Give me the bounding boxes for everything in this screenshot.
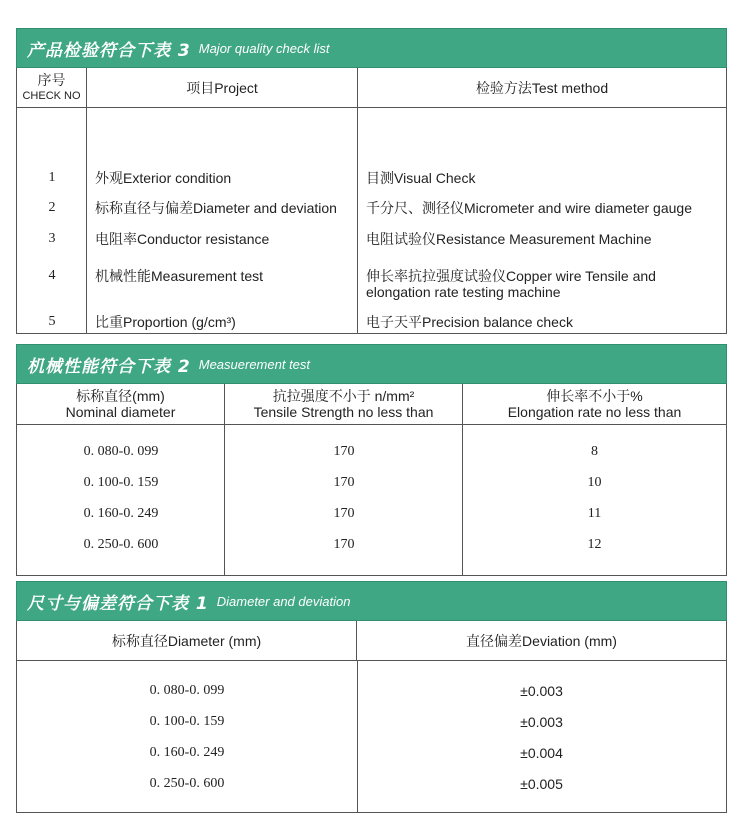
section-banner <box>16 344 727 384</box>
row-no: 3 <box>48 231 56 246</box>
cell-deviation: ±0.003 <box>520 683 563 699</box>
header-nominal-diameter-en: Nominal diameter <box>65 404 176 420</box>
cell-elongation: 12 <box>587 537 602 552</box>
row-project: 外观Exterior condition <box>95 170 232 186</box>
row-project: 比重Proportion (g/cm³) <box>95 314 236 330</box>
table-header-row <box>17 384 726 425</box>
header-elongation-rate-cn: 伸长率不小于% <box>546 388 643 404</box>
table-row <box>17 268 726 300</box>
row-project: 标称直径与偏差Diameter and deviation <box>95 200 337 216</box>
cell-deviation: ±0.004 <box>520 745 563 761</box>
cell-diameter: 0. 100-0. 159 <box>83 475 159 490</box>
table-header-row <box>17 68 726 108</box>
cell-diameter: 0. 160-0. 249 <box>149 745 225 760</box>
cell-elongation: 10 <box>587 475 602 490</box>
cell-tensile: 170 <box>333 475 355 490</box>
cell-diameter: 0. 080-0. 099 <box>83 444 159 459</box>
cell-deviation: ±0.003 <box>520 714 563 730</box>
table-row <box>17 683 726 699</box>
header-elongation-rate-en: Elongation rate no less than <box>507 404 682 420</box>
header-tensile-strength-en: Tensile Strength no less than <box>253 404 434 420</box>
cell-tensile: 170 <box>333 506 355 521</box>
table-row <box>17 200 726 216</box>
banner-title-en: Measuerement test <box>198 356 311 372</box>
row-method: 电子天平Precision balance check <box>366 314 573 330</box>
row-no: 4 <box>48 268 56 283</box>
banner-title-cn: 产品检验符合下表 3 <box>27 40 191 61</box>
measurement-test-table <box>16 384 727 576</box>
table-row <box>17 776 726 792</box>
table-row <box>17 745 726 761</box>
cell-tensile: 170 <box>333 537 355 552</box>
measurement-test-section <box>16 344 727 576</box>
row-no: 1 <box>48 170 56 185</box>
banner-title-en: Major quality check list <box>198 40 330 56</box>
banner-title-cn: 尺寸与偏差符合下表 1 <box>27 593 209 614</box>
header-nominal-diameter <box>17 384 225 424</box>
table-row <box>17 506 726 522</box>
cell-tensile: 170 <box>333 444 355 459</box>
cell-deviation: ±0.005 <box>520 776 563 792</box>
cell-elongation: 11 <box>587 506 602 521</box>
cell-diameter: 0. 250-0. 600 <box>149 776 225 791</box>
section-banner <box>16 581 727 621</box>
table-row <box>17 231 726 247</box>
section-banner <box>16 28 727 68</box>
quality-check-table <box>16 68 727 334</box>
quality-check-section <box>16 28 727 334</box>
row-project: 机械性能Measurement test <box>95 268 264 284</box>
banner-title-en: Diameter and deviation <box>216 593 351 609</box>
cell-diameter: 0. 080-0. 099 <box>149 683 225 698</box>
table-row <box>17 170 726 186</box>
row-method: 电阻试验仪Resistance Measurement Machine <box>366 231 652 247</box>
cell-diameter: 0. 100-0. 159 <box>149 714 225 729</box>
table-row <box>17 475 726 491</box>
cell-elongation: 8 <box>591 444 598 459</box>
header-method: 检验方法Test method <box>475 79 609 96</box>
table-row <box>17 537 726 553</box>
table-row <box>17 314 726 330</box>
header-check-no <box>17 68 87 107</box>
header-tensile-strength <box>225 384 463 424</box>
header-tensile-strength-cn: 抗拉强度不小于 n/mm² <box>272 388 415 404</box>
header-check-no-cn: 序号 <box>37 71 66 88</box>
header-diameter: 标称直径Diameter (mm) <box>17 621 357 660</box>
row-no: 2 <box>48 200 56 215</box>
diameter-deviation-table <box>16 621 727 813</box>
cell-diameter: 0. 160-0. 249 <box>83 506 159 521</box>
row-method: 目测Visual Check <box>366 170 476 186</box>
header-elongation-rate <box>463 384 726 424</box>
table-body <box>17 108 726 333</box>
row-project: 电阻率Conductor resistance <box>95 231 270 247</box>
cell-diameter: 0. 250-0. 600 <box>83 537 159 552</box>
banner-title-cn: 机械性能符合下表 2 <box>27 356 191 377</box>
header-check-no-en: CHECK NO <box>22 89 81 102</box>
table-row <box>17 444 726 460</box>
row-no: 5 <box>48 314 56 329</box>
table-row <box>17 714 726 730</box>
header-project: 项目Project <box>87 68 358 107</box>
diameter-deviation-section <box>16 581 727 813</box>
header-nominal-diameter-cn: 标称直径(mm) <box>76 388 165 404</box>
header-deviation: 直径偏差Deviation (mm) <box>466 632 617 649</box>
row-method: 伸长率抗拉强度试验仪Copper wire Tensile and elongation rate testing machine <box>366 268 656 300</box>
table-header-row <box>17 621 726 661</box>
row-method: 千分尺、测径仪Micrometer and wire diameter gauge <box>366 200 692 216</box>
